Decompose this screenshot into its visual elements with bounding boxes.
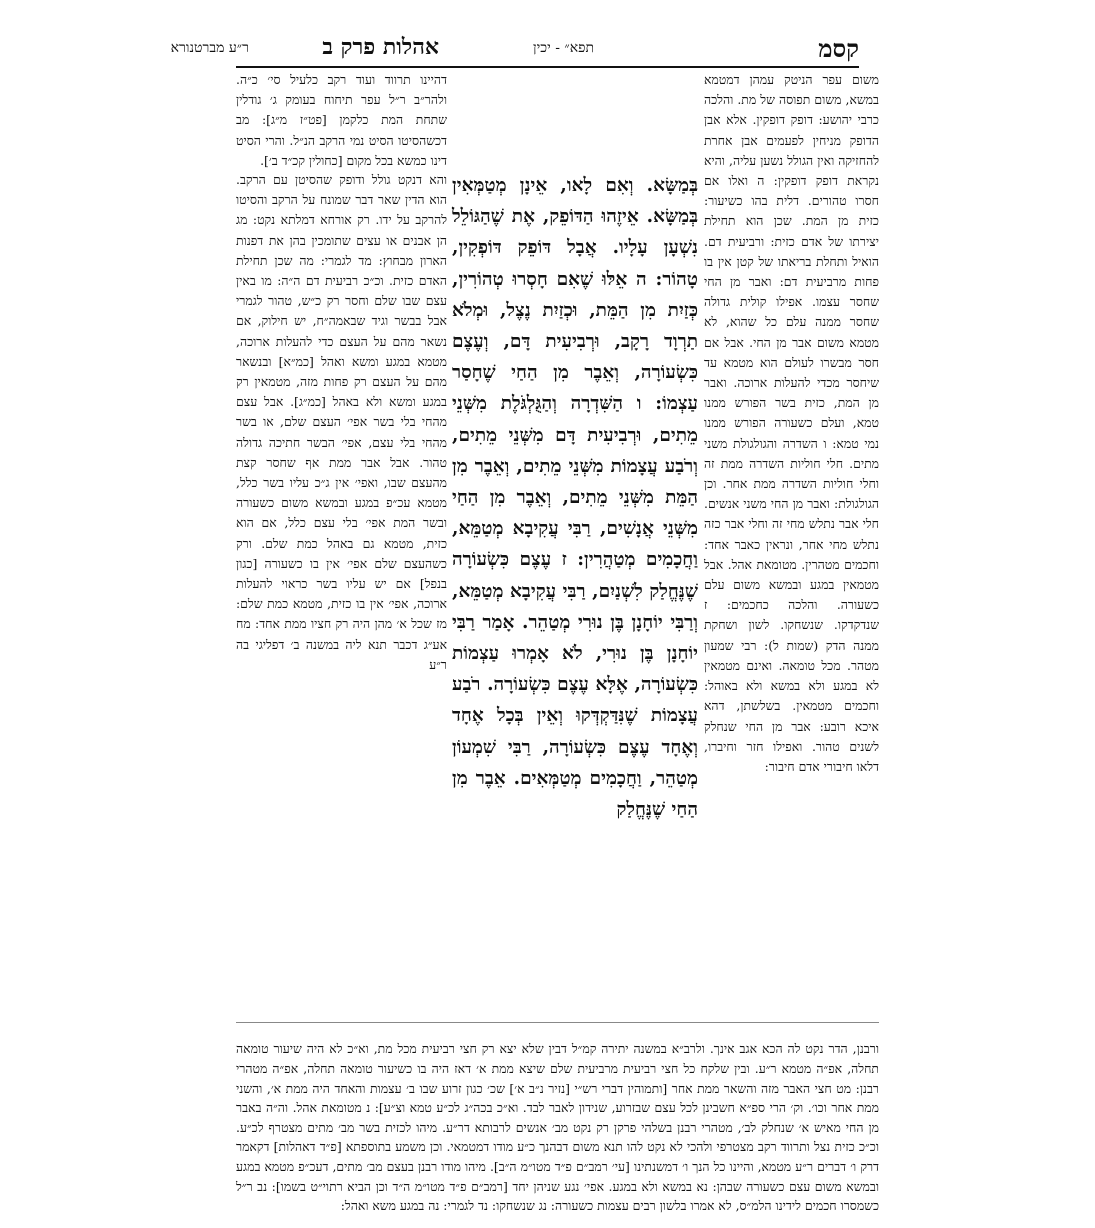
header-rule (236, 66, 859, 68)
mishnah-text: בְּמַשָּׂא. וְאִם לָאו, אֵינָן מְטַמְּאִין בְּמַשָּׂא. אֵיזֶהוּ הַדּוֹפֵק, אֶת שֶׁהַגּוֹלֵל נִשְׁעָן עָלָיו. אֲבָל דּוֹפֵק דּוֹפְקִין, טָהוֹר: ה אֵלּוּ שֶׁאִם חָסְרוּ טְהוֹרִין, כְּזַיִת מִן הַמֵּת, וּכְזַיִת נֶצֶל, וּמְלֹא תַרְוָד רָקָב, וּרְבִיעִית דָּם, וְעֶצֶם כִּשְׂעוֹרָה, וְאֵבֶר מִן הַחַי שֶׁחָסַר עַצְמוֹ: ו הַשִּׁדְרָה וְהַגֻּלְגֹּלֶת מִשְּׁנֵי מֵתִים, וּרְבִיעִית דָּם מִשְּׁנֵי מֵתִים, וְרֹבַע עֲצָמוֹת מִשְּׁנֵי מֵתִים, וְאֵבֶר מִן הַמֵּת מִשְּׁנֵי מֵתִים, וְאֵבֶר מִן הַחַי מִשְּׁנֵי אֲנָשִׁים, רַבִּי עֲקִיבָא מְטַמֵּא, וַחֲכָמִים מְטַהֲרִין: ז עֶצֶם כִּשְׂעוֹרָה שֶׁנֶּחֱלַק לִשְׁנַיִם, רַבִּי עֲקִיבָא מְטַמֵּא, וְרַבִּי יוֹחָנָן בֶּן נוּרִי מְטַהֵר. אָמַר רַבִּי יוֹחָנָן בֶּן נוּרִי, לֹא אָמְרוּ עַצְמוֹת כִּשְׂעוֹרָה, אֶלָּא עֶצֶם כִּשְׂעוֹרָה. רֹבַע עֲצָמוֹת שֶׁנִּדַּקְדְּקוּ וְאֵין בְּכָל אֶחָד וְאֶחָד עֶצֶם כִּשְׂעוֹרָה, רַבִּי שִׁמְעוֹן מְטַהֵר, וַחֲכָמִים מְטַמְּאִים. אֵבֶר מִן הַחַי שֶׁנֶּחֱלַק (452, 175, 698, 821)
page-number: קסמ (818, 34, 859, 63)
tiferet-text: והא דנקט גולל ודופק שהסיטן עם הרקב. הוא הדין שאר דבר שמונח על הרקב והסיטו להרקב על ידו. רק אורחא דמלתא נקט: מג הן אבנים או עצים שתומכין בהן את דפנות הארון מבחוץ: מד לגמרי: מה שכן תחילת האדם כזית. וכ״כ רביעית דם ה״ה: מו באין עצם שבו שלם וחסר רק כ״ש, טהור לגמרי אבל בבשר וגיד שבאמה״ח, יש חילוק, אם נשאר מהם על העצם כדי להעלות ארוכה, מטמא במגע ומשא ואהל [כמ״א] ובנשאר מהם על העצם רק פחות מזה, מטמאין רק במגע ומשא ולא באהל [כמ״ג]. אבל עצם מהחי בלי בשר אפי׳ העצם שלם, או בשר מהחי בלי עצם, אפי׳ הבשר חתיכה גדולה טהור. אבל אבר ממת אף שחסר קצת מהעצם שבו, ואפי׳ אין ג״כ עליו בשר כלל, מטמא עכ״פ במגע ובמשא משום כשעורה ובשר המת אפי׳ בלי עצם כלל, אם הוא כזית, מטמא גם באהל כמת שלם. ורק כשהעצם שלם אפי׳ אין בו כשעורה [כגון בנפל] אם יש עליו בשר כראוי להעלות ארוכה, אפי׳ אין בו כזית, מטמא כמת שלם: מז שכל א׳ מהן היה רק חציו ממת אחד: מח אע״ג דכבר תנא ליה במשנה ב׳ דפליגי בה ר״ע (236, 172, 447, 672)
tiferet-top (236, 70, 447, 170)
commentator-title: ר״ע מברטנורא (170, 40, 249, 56)
tiferet-commentary (236, 170, 447, 675)
bottom-separator (236, 1022, 879, 1023)
bartenura-text: משום עפר הניטק עמהן דמטמא במשא, משום תפוסה של מת. והלכה כרבי יהושע: דופק דופקין. אלא אבן הדופק מניחין לפעמים אבן אחרת להחזיקה ואין הגולל נשען עליה, והיא נקראת דופק דופקין: ה ואלו אם חסרו טהורים. דלית בהו כשיעור: כזית מן המת. שכן הוא תחילת יצירתו של אדם כזית: ורביעית דם. הואיל ותחלת בריאתו של קטן אין בו פחות מרביעית דם: ואבר מן החי שחסר עצמו. אפילו קולית גדולה שחסר ממנה עלם כל שהוא, לא מטמא משום אבר מן החי. אבל אם חסר מבשרו לעולם הוא מטמא עד שיחסר מכדי להעלות ארוכה. ואבר מן המת, כזית בשר הפורש ממנו טמא, ועלם כשעורה הפורש ממנו נמי טמא: ו השדרה והגולגולת משני מתים. חלי חוליות השדרה ממת זה וחלי חוליות השדרה ממת אחר. וכן הגולגולת: ואבר מן החי משני אנשים. חלי אבר נתלש מחי זה וחלי אבר כזה נתלש מחי אחר, ונראין כאבר אחד: וחכמים מטהרין. מטומאת אהל. אבל מטמאין במגע ובמשא משום עלם כשעורה. והלכה כחכמים: ז שנדקדקו. שנשחקו. לשון ושחקת ממנה הדק (שמות ל): רבי שמעון מטהר. מכל טומאה. ואינם מטמאין לא במגע ולא במשא ולא באוהל: וחכמים מטמאין. בשלשתן, דהא איכא רובע: אבר מן החי שנחלק לשנים טהור. ואפילו חזר וחיברו, דלאו חיבורי אדם חיבור: (704, 72, 879, 774)
bottom-commentary (236, 1027, 879, 1228)
chapter-title: אהלות פרק ב (322, 34, 439, 60)
bartenura-commentary (704, 70, 879, 777)
bottom-text: ורבנן, הדר נקט לה הכא אגב אינך. ולרב״א במשנה יתירה קמ״ל דבין שלא יצא רק חצי רביעית מכל מת, וא״כ לא היה שיעור טומאה תחלה, אפ״ה מטמא ר״ע. ובין שלקח כל חצי רביעית מרביעית שלם שיצא ממת א׳ דאז היה בו כשיעור טומאה תחלה, אפ״ה מטהרי רבנן: מט חצי האבר מזה והשאר ממת אחר [ותמוהין דברי רש״י [נזיר נ״ב א׳] שכ׳ כגון זרוע שבו ב׳ עצמות והאחד היה ממת א׳, והשני ממת אחר וכו׳. וק׳ הרי ספ״א חשבינן לכל עצם שבזרוע, שנידון לאבר לבד. וא״כ בכה״ג לכ״ע טמא וצ״ע]: נ מטומאת אהל. וה״ה באבר מן החי מאיש א׳ שנחלק לב׳, מטהרי רבנן בשלהי פרקן רק נקט מב׳ אנשים לרבותא דר״ע. מיהו לכזית בשר מב׳ מתים מצטרף לכ״ע. וכ״כ כזית נצל ותרווד רקב מצטרפי ולהכי לא נקט להו תנא משום דבהנך כ״ע מודו דמטמאי. וכן משמע בתוספתא [פ״ד דאהלות] דקאמר דרק ו׳ דברים ר״ע מטמא, והיינו כל הנך ו׳ דמשנתינו [עי׳ רמב״ם פ״ד מטו״מ ה״ב]. מיהו מודו רבנן בעצם מב׳ מתים, דעכ״פ מטמא במגע ובמשא משום עצם כשעורה שבהן: נא במשא ולא במגע. אפי׳ נגע שניהן יחד [רמב״ם פ״ד מטו״מ ה״ד וכן הביא רתוי״ט בשמו]: נב ר״ל כשמסרו חכמים לידינו הלמ״ס, לא אמרו בלשון רבים עצמות כשעורה: נג שנשחקו: נד לגמרי: נה במגע משא ואהל: (236, 1041, 879, 1214)
running-header: תפא״ - יכין (533, 40, 594, 56)
mishnah-text-block (452, 170, 698, 825)
page-header (170, 34, 859, 66)
tiferet-top-text: דהיינו תרווד ועוד רקב כלעיל סי׳ כ״ה. ולהר״ב ר״ל עפר תיחוח בעומק ג׳ גודלין שתחת המת כלקמן [פט״ז מ״ג]: מב דכשהסיטו הסיט נמי הרקב הנ״ל. והרי הסיט דינו כמשא בכל מקום [כחולין קכ״ד ב׳]. (236, 72, 447, 168)
